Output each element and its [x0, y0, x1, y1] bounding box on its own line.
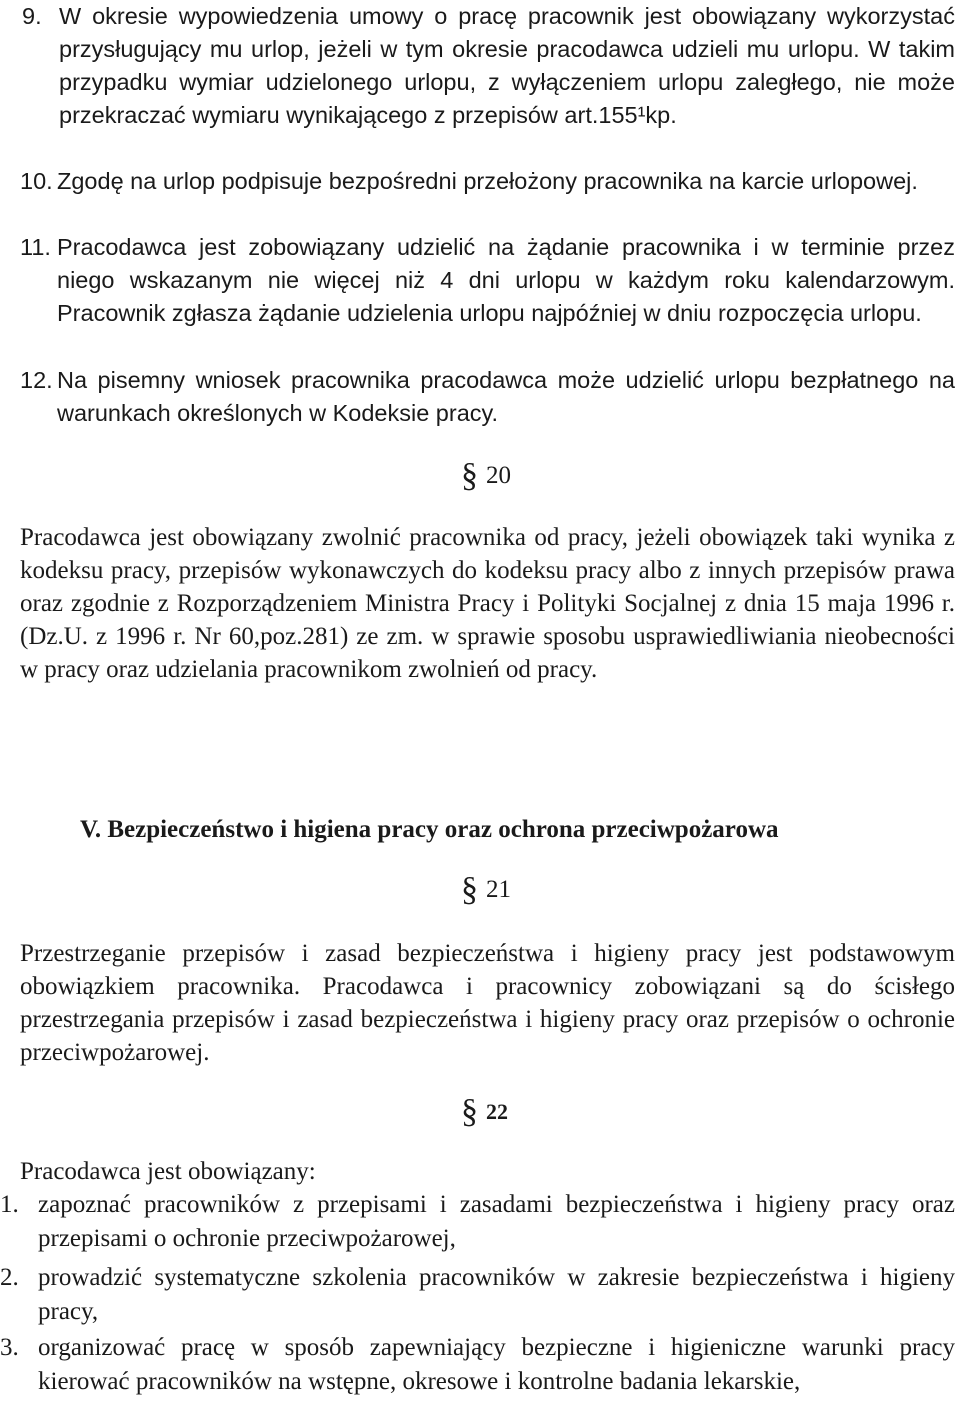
list-item-2	[0, 1261, 955, 1329]
list-item-3	[0, 1331, 955, 1399]
section-number: 20	[486, 462, 511, 489]
chapter-title: V. Bezpieczeństwo i higiena pracy oraz ochrona przeciwpożarowa	[80, 816, 779, 843]
item-text: W okresie wypowiedzenia umowy o pracę pracownik jest obowiązany wykorzystać przysługujący mu urlop, jeżeli w tym okresie pracodawca udzieli mu urlopu. W takim przypadku wymiar udzielonego urlopu, z wyłączeniem urlopu zaległego, nie może przekraczać wymiaru wynikającego z przepisów art.155¹kp.	[59, 3, 955, 128]
item-text: zapoznać pracowników z przepisami i zasadami bezpieczeństwa i higieny pracy oraz przepisami o ochronie przeciwpożarowej,	[38, 1191, 955, 1252]
item-number: 12.	[20, 367, 53, 393]
list-item-12	[20, 364, 955, 430]
section-heading-21	[461, 870, 511, 910]
item-text: Pracodawca jest zobowiązany udzielić na żądanie pracownika i w terminie przez niego wskazanym nie więcej niż 4 dni urlopu w każdym roku kalendarzowym. Pracownik zgłasza żądanie udzielenia urlopu najpóźniej w dniu rozpoczęcia urlopu.	[57, 234, 955, 326]
item-number: 2.	[0, 1264, 19, 1291]
item-number: 1.	[0, 1191, 19, 1218]
section-heading-22	[461, 1092, 508, 1132]
list-item-11	[20, 231, 955, 330]
item-number: 9.	[22, 3, 42, 29]
list-item-1	[0, 1188, 955, 1256]
item-text: Zgodę na urlop podpisuje bezpośredni przełożony pracownika na karcie urlopowej.	[57, 168, 918, 194]
section-sign: §	[461, 871, 478, 908]
section-number: 21	[486, 876, 511, 903]
section-21-text: Przestrzeganie przepisów i zasad bezpieczeństwa i higieny pracy jest podstawowym obowiązkiem pracownika. Pracodawca i pracownicy zobowiązani są do ścisłego przestrzegania przepisów i zasad bezpieczeństwa i higieny pracy oraz przepisów o ochronie przeciwpożarowej.	[20, 940, 955, 1066]
item-text: prowadzić systematyczne szkolenia pracowników w zakresie bezpieczeństwa i higieny pracy,	[38, 1264, 955, 1325]
item-text: Na pisemny wniosek pracownika pracodawca może udzielić urlopu bezpłatnego na warunkach określonych w Kodeksie pracy.	[57, 367, 955, 426]
section-number: 22	[486, 1099, 508, 1124]
item-number: 11.	[20, 234, 51, 260]
item-number: 3.	[0, 1334, 19, 1361]
section-heading-20	[461, 456, 511, 496]
item-text: organizować pracę w sposób zapewniający bezpieczne i higieniczne warunki pracy kierować pracowników na wstępne, okresowe i kontrolne badania lekarskie,	[38, 1334, 955, 1395]
list-item-9	[22, 0, 955, 132]
item-number: 10.	[20, 168, 53, 194]
section-20-text: Pracodawca jest obowiązany zwolnić pracownika od pracy, jeżeli obowiązek taki wynika z kodeksu pracy, przepisów wykonawczych do kodeksu pracy albo z innych przepisów prawa oraz zgodnie z Rozporządzeniem Ministra Pracy i Polityki Socjalnej z dnia 15 maja 1996 r. (Dz.U. z 1996 r. Nr 60,poz.281) ze zm. w sprawie sposobu usprawiedliwiania nieobecności w pracy oraz udzielania pracownikom zwolnień od pracy.	[20, 524, 955, 683]
section-sign: §	[461, 457, 478, 494]
list-item-10	[20, 165, 955, 198]
section-sign: §	[461, 1093, 478, 1130]
section-22-intro: Pracodawca jest obowiązany:	[20, 1158, 316, 1185]
